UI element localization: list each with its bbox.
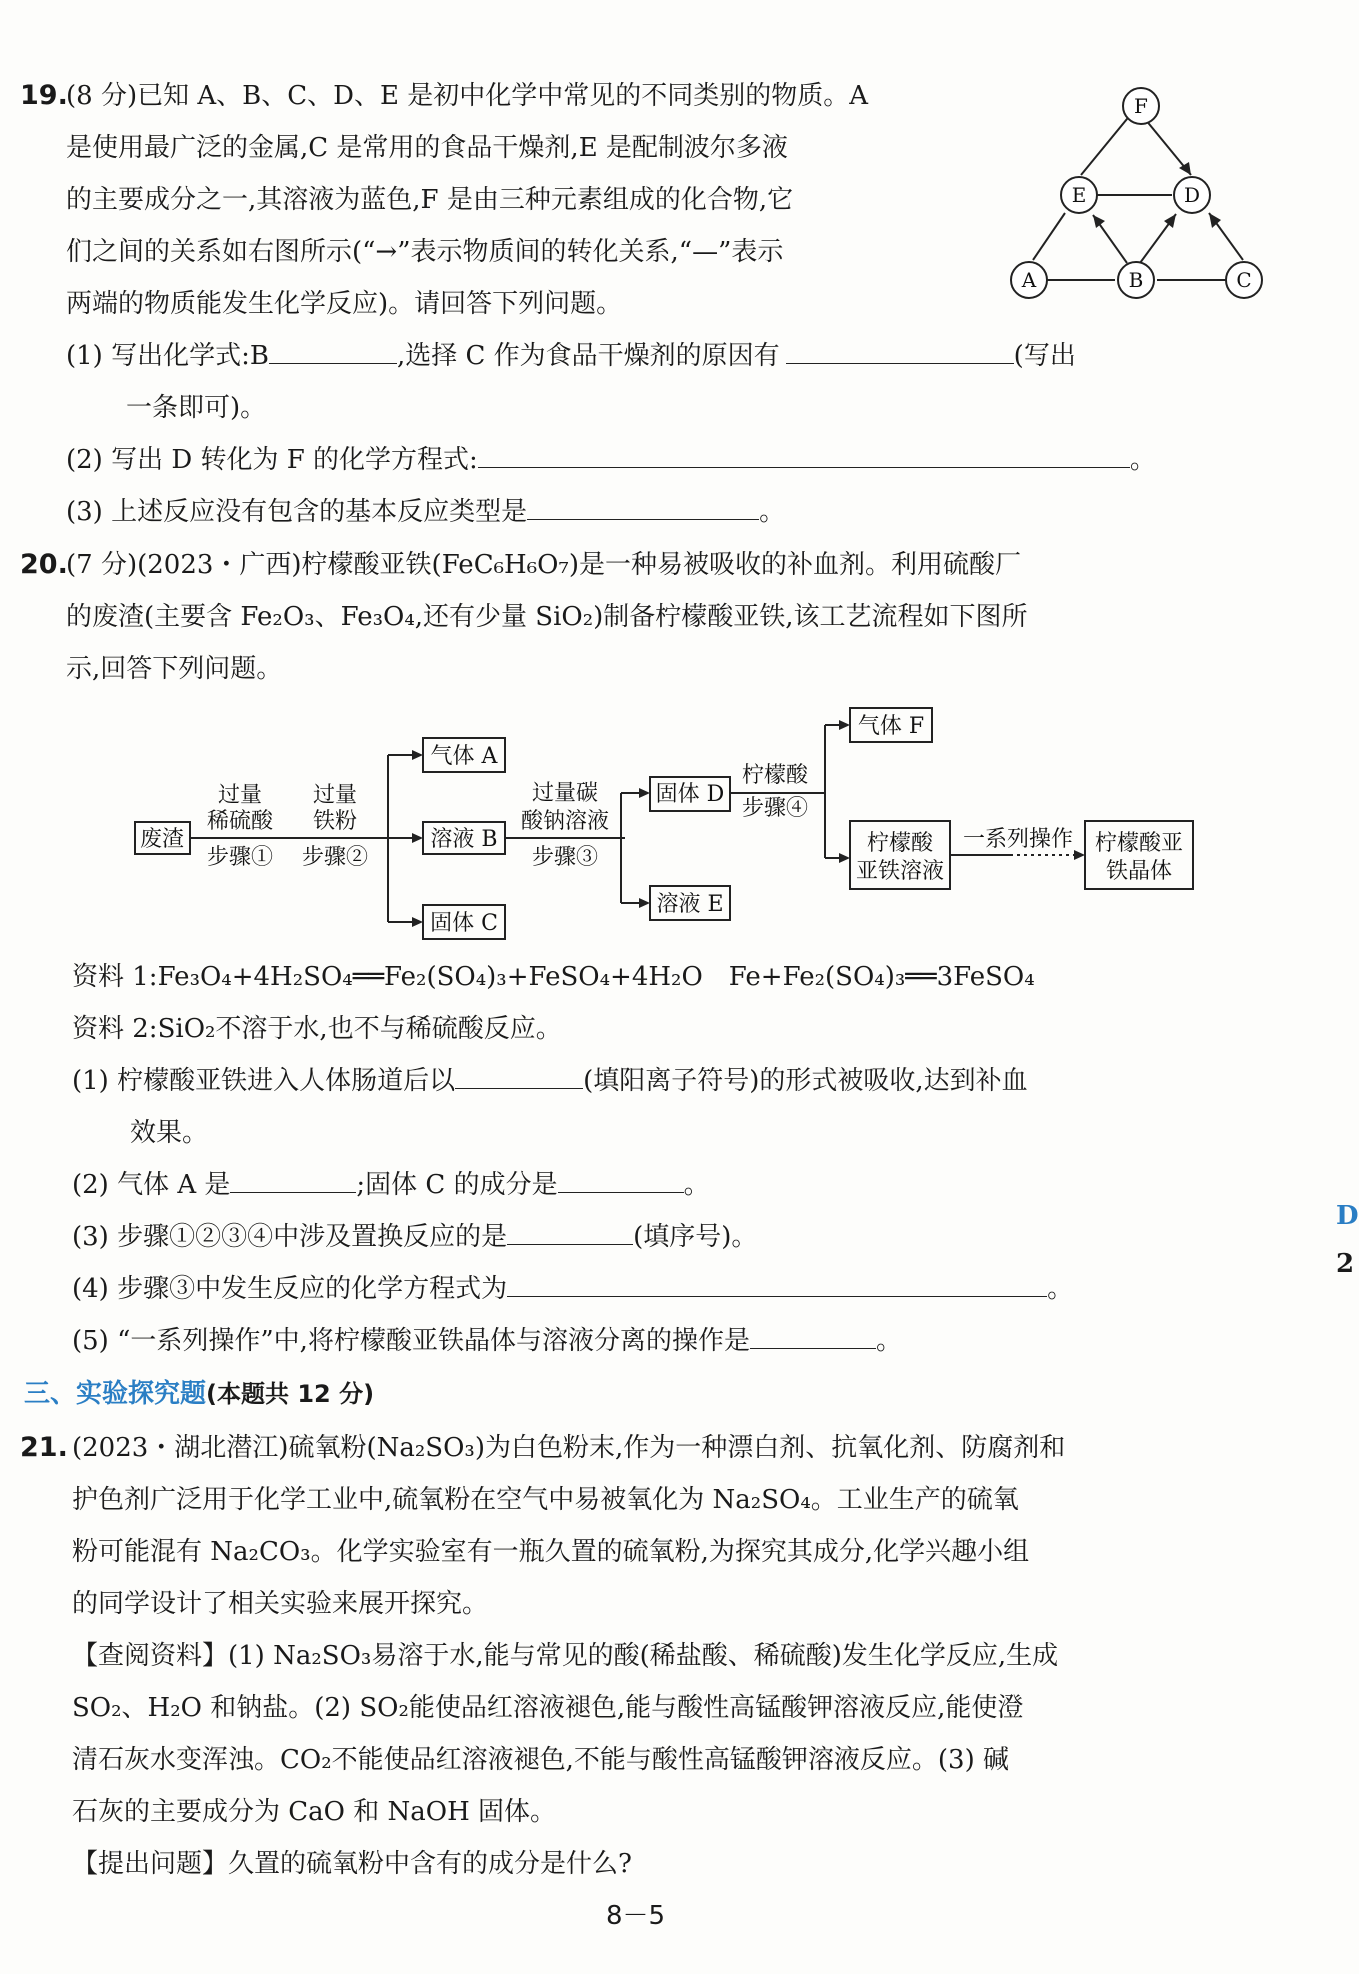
product-solution-line-1: 柠檬酸 bbox=[866, 831, 934, 856]
answer-blank[interactable] bbox=[750, 1322, 876, 1349]
q20-line-1: (7 分)(2023・广西)柠檬酸亚铁(FeC₆H₆O₇)是一种易被吸收的补血剂。利用硫酸厂 bbox=[66, 550, 1021, 580]
q19-line-5: 两端的物质能发生化学反应)。请回答下列问题。 bbox=[66, 289, 623, 319]
step1-reagent-2: 稀硫酸 bbox=[206, 809, 274, 834]
q20-reference-1: 资料 1:Fe₃O₄+4H₂SO₄══Fe₂(SO₄)₃+FeSO₄+4H₂O Fe+Fe₂(SO₄)₃══3FeSO₄ bbox=[72, 962, 1035, 992]
q19-part-2: (2) 写出 D 转化为 F 的化学方程式: 。 bbox=[66, 440, 1156, 480]
q20-part-3: (3) 步骤①②③④中涉及置换反应的是 (填序号)。 bbox=[72, 1217, 757, 1257]
node-b-label: B bbox=[1128, 268, 1144, 292]
step2-reagent-2: 铁粉 bbox=[312, 809, 358, 834]
q19-part-3: (3) 上述反应没有包含的基本反应类型是 。 bbox=[66, 492, 785, 532]
step3-reagent-1: 过量碳 bbox=[531, 781, 599, 806]
step4-reagent: 柠檬酸 bbox=[741, 763, 809, 788]
q20-part-4: (4) 步骤③中发生反应的化学方程式为 。 bbox=[72, 1269, 1073, 1309]
answer-blank[interactable] bbox=[478, 441, 1130, 468]
step1-reagent-1: 过量 bbox=[217, 783, 263, 808]
q20-line-3: 示,回答下列问题。 bbox=[66, 654, 283, 684]
q20-number: 20. bbox=[20, 549, 68, 580]
q21-line-2: 护色剂广泛用于化学工业中,硫氧粉在空气中易被氧化为 Na₂SO₄。工业生产的硫氧 bbox=[72, 1485, 1019, 1515]
q21-line-1: (2023・湖北潜江)硫氧粉(Na₂SO₃)为白色粉末,作为一种漂白剂、抗氧化剂、防腐剂和 bbox=[72, 1433, 1066, 1463]
q21-line-4: 的同学设计了相关实验来展开探究。 bbox=[72, 1589, 489, 1619]
q20-part-1-cont: 效果。 bbox=[130, 1118, 209, 1148]
answer-blank[interactable] bbox=[455, 1062, 583, 1089]
q19-part-1-cont: 一条即可)。 bbox=[126, 393, 267, 423]
q19-line-3: 的主要成分之一,其溶液为蓝色,F 是由三种元素组成的化合物,它 bbox=[66, 185, 794, 215]
answer-blank[interactable] bbox=[507, 1270, 1047, 1297]
node-a-label: A bbox=[1021, 268, 1037, 292]
q19-relation-diagram bbox=[1005, 80, 1270, 310]
q21-line-8: 石灰的主要成分为 CaO 和 NaOH 固体。 bbox=[72, 1797, 557, 1827]
operations-label: 一系列操作 bbox=[962, 827, 1074, 852]
solid-c-box: 固体 C bbox=[430, 911, 498, 936]
solution-b-box: 溶液 B bbox=[430, 827, 498, 852]
answer-blank[interactable] bbox=[558, 1166, 684, 1193]
q19-number: 19. bbox=[20, 80, 68, 111]
solid-d-box: 固体 D bbox=[655, 782, 725, 807]
q20-part-5: (5) “一系列操作”中,将柠檬酸亚铁晶体与溶液分离的操作是 。 bbox=[72, 1321, 902, 1361]
q21-line-6: SO₂、H₂O 和钠盐。(2) SO₂能使品红溶液褪色,能与酸性高锰酸钾溶液反应,能使澄 bbox=[72, 1693, 1024, 1723]
answer-blank[interactable] bbox=[507, 1218, 633, 1245]
node-c-label: C bbox=[1236, 268, 1252, 292]
step1-label: 步骤① bbox=[206, 845, 274, 870]
answer-blank[interactable] bbox=[527, 493, 759, 520]
node-e-label: E bbox=[1071, 183, 1087, 207]
crystal-box-line-2: 铁晶体 bbox=[1105, 859, 1173, 884]
answer-blank[interactable] bbox=[269, 337, 397, 364]
margin-fragment-2: 2 bbox=[1336, 1249, 1355, 1279]
q21-number: 21. bbox=[20, 1432, 68, 1463]
q19-line-1: (8 分)已知 A、B、C、D、E 是初中化学中常见的不同类别的物质。A bbox=[66, 81, 869, 111]
section-heading: 三、实验探究题(本题共 12 分) bbox=[24, 1379, 375, 1409]
step3-reagent-2: 酸钠溶液 bbox=[520, 809, 610, 834]
q21-line-9: 【提出问题】久置的硫氧粉中含有的成分是什么? bbox=[72, 1849, 632, 1879]
answer-blank[interactable] bbox=[230, 1166, 356, 1193]
page-number: 8－5 bbox=[606, 1901, 666, 1931]
q21-line-3: 粉可能混有 Na₂CO₃。化学实验室有一瓶久置的硫氧粉,为探究其成分,化学兴趣小组 bbox=[72, 1537, 1030, 1567]
crystal-box-line-1: 柠檬酸亚 bbox=[1094, 831, 1184, 856]
step4-label: 步骤④ bbox=[741, 796, 809, 821]
gas-f-box: 气体 F bbox=[857, 714, 925, 739]
q20-reference-2: 资料 2:SiO₂不溶于水,也不与稀硫酸反应。 bbox=[72, 1014, 562, 1044]
node-f-label: F bbox=[1134, 94, 1148, 118]
margin-fragment-1: D bbox=[1336, 1201, 1359, 1231]
answer-blank[interactable] bbox=[786, 337, 1014, 364]
q19-part-1: (1) 写出化学式:B ,选择 C 作为食品干燥剂的原因有 (写出 bbox=[66, 336, 1076, 376]
solution-e-box: 溶液 E bbox=[656, 892, 724, 917]
product-solution-line-2: 亚铁溶液 bbox=[855, 859, 945, 884]
step3-label: 步骤③ bbox=[531, 845, 599, 870]
q19-line-2: 是使用最广泛的金属,C 是常用的食品干燥剂,E 是配制波尔多液 bbox=[66, 133, 788, 163]
waste-box-label: 废渣 bbox=[139, 827, 185, 852]
q19-line-4: 们之间的关系如右图所示(“→”表示物质间的转化关系,“—”表示 bbox=[66, 237, 784, 267]
q21-line-7: 清石灰水变浑浊。CO₂不能使品红溶液褪色,不能与酸性高锰酸钾溶液反应。(3) 碱 bbox=[72, 1745, 1009, 1775]
q20-part-2: (2) 气体 A 是 ;固体 C 的成分是 。 bbox=[72, 1165, 710, 1205]
gas-a-box: 气体 A bbox=[430, 744, 498, 769]
q20-part-1: (1) 柠檬酸亚铁进入人体肠道后以 (填阳离子符号)的形式被吸收,达到补血 bbox=[72, 1061, 1028, 1101]
node-d-label: D bbox=[1183, 183, 1201, 207]
q20-line-2: 的废渣(主要含 Fe₂O₃、Fe₃O₄,还有少量 SiO₂)制备柠檬酸亚铁,该工艺流程如下图所 bbox=[66, 602, 1028, 632]
q20-flow-diagram bbox=[125, 700, 1210, 950]
q21-line-5: 【查阅资料】(1) Na₂SO₃易溶于水,能与常见的酸(稀盐酸、稀硫酸)发生化学反应,生成 bbox=[72, 1641, 1059, 1671]
step2-label: 步骤② bbox=[301, 845, 369, 870]
step2-reagent-1: 过量 bbox=[312, 783, 358, 808]
